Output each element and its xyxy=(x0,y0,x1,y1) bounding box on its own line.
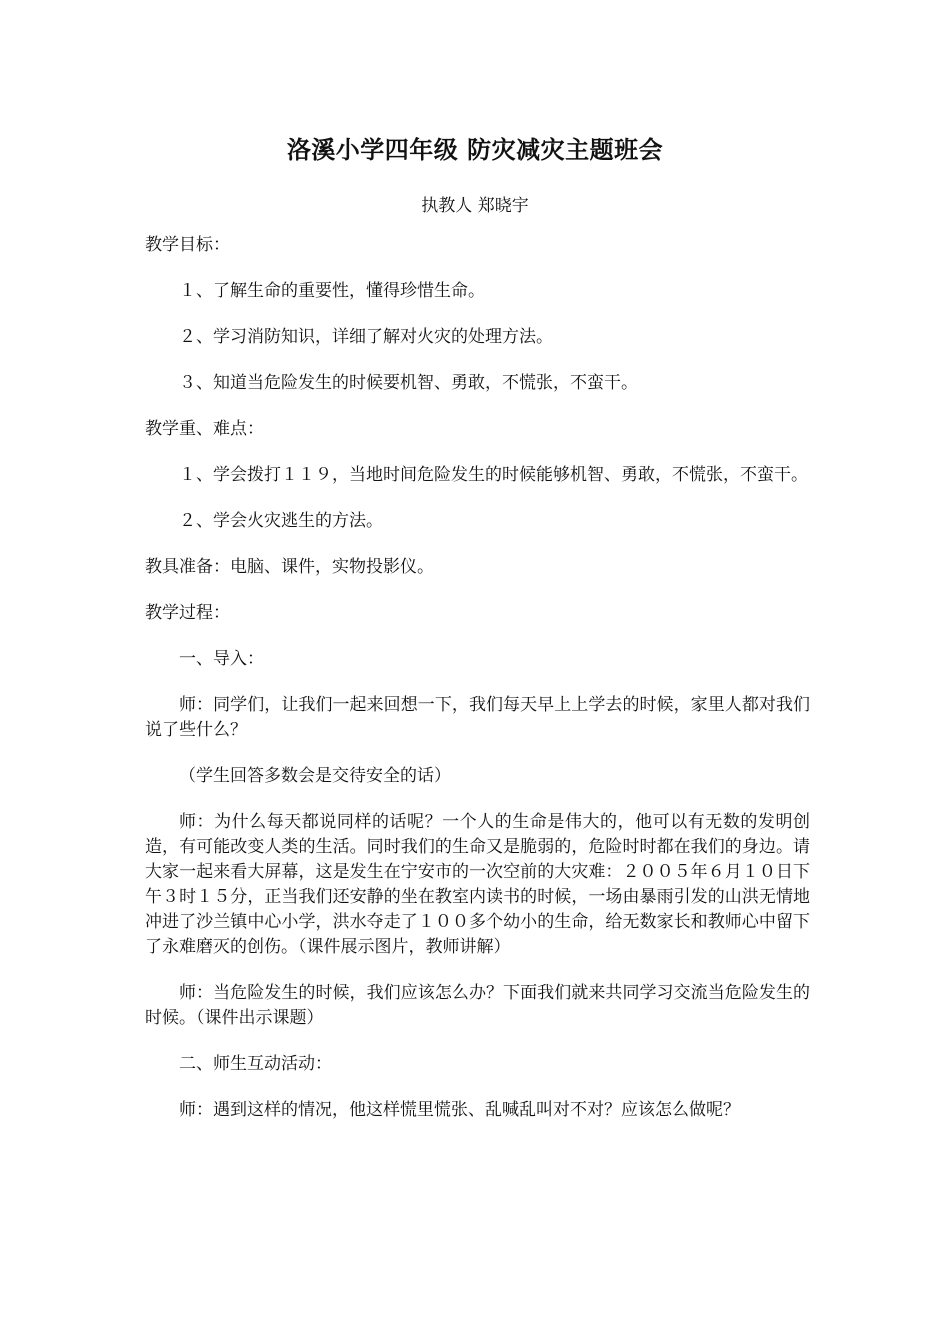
paragraph: １、了解生命的重要性，懂得珍惜生命。 xyxy=(179,281,485,301)
paragraph: 师：为什么每天都说同样的话呢？一个人的生命是伟大的，他可以有无数的发明创造，有可能改变人类的生活。同时我们的生命又是脆弱的，危险时时都在我们的身边。请大家一起来看大屏幕，这是发生在宁安市的一次空前的大灾难：２００５年６月１０日下午３时１５分，正当我们还安静的坐在教室内读书的时候，一场由暴雨引发的山洪无情地冲进了沙兰镇中心小学，洪水夺走了１００多个幼小的生命，给无数家长和教师心中留下了永难磨灭的创伤。（课件展示图片，教师讲解） xyxy=(145,812,810,957)
paragraph: 教学目标： xyxy=(145,235,230,255)
paragraph: 师：遇到这样的情况，他这样慌里慌张、乱喊乱叫对不对？应该怎么做呢？ xyxy=(179,1100,740,1120)
paragraph: ３、知道当危险发生的时候要机智、勇敢，不慌张，不蛮干。 xyxy=(179,373,638,393)
paragraph: 师：同学们，让我们一起来回想一下，我们每天早上上学去的时候，家里人都对我们说了些什么？ xyxy=(145,695,810,740)
paragraph: ２、学会火灾逃生的方法。 xyxy=(179,511,383,531)
paragraph: 一、导入： xyxy=(179,649,264,669)
paragraph: 师：当危险发生的时候，我们应该怎么办？下面我们就来共同学习交流当危险发生的时候。（课件出示课题） xyxy=(145,983,810,1028)
document-title: 洛溪小学四年级 防灾减灾主题班会 xyxy=(286,135,664,164)
paragraph: ２、学习消防知识，详细了解对火灾的处理方法。 xyxy=(179,327,553,347)
document-body xyxy=(145,233,810,1144)
document-author: 执教人 郑晓宇 xyxy=(421,196,529,216)
paragraph: 二、师生互动活动： xyxy=(179,1054,332,1074)
paragraph: 教学重、难点： xyxy=(145,419,264,439)
paragraph: 教具准备：电脑、课件，实物投影仪。 xyxy=(145,557,434,577)
paragraph: 教学过程： xyxy=(145,603,230,623)
paragraph: （学生回答多数会是交待安全的话） xyxy=(179,766,451,786)
paragraph: １、学会拨打１１９，当地时间危险发生的时候能够机智、勇敢，不慌张，不蛮干。 xyxy=(179,465,808,485)
